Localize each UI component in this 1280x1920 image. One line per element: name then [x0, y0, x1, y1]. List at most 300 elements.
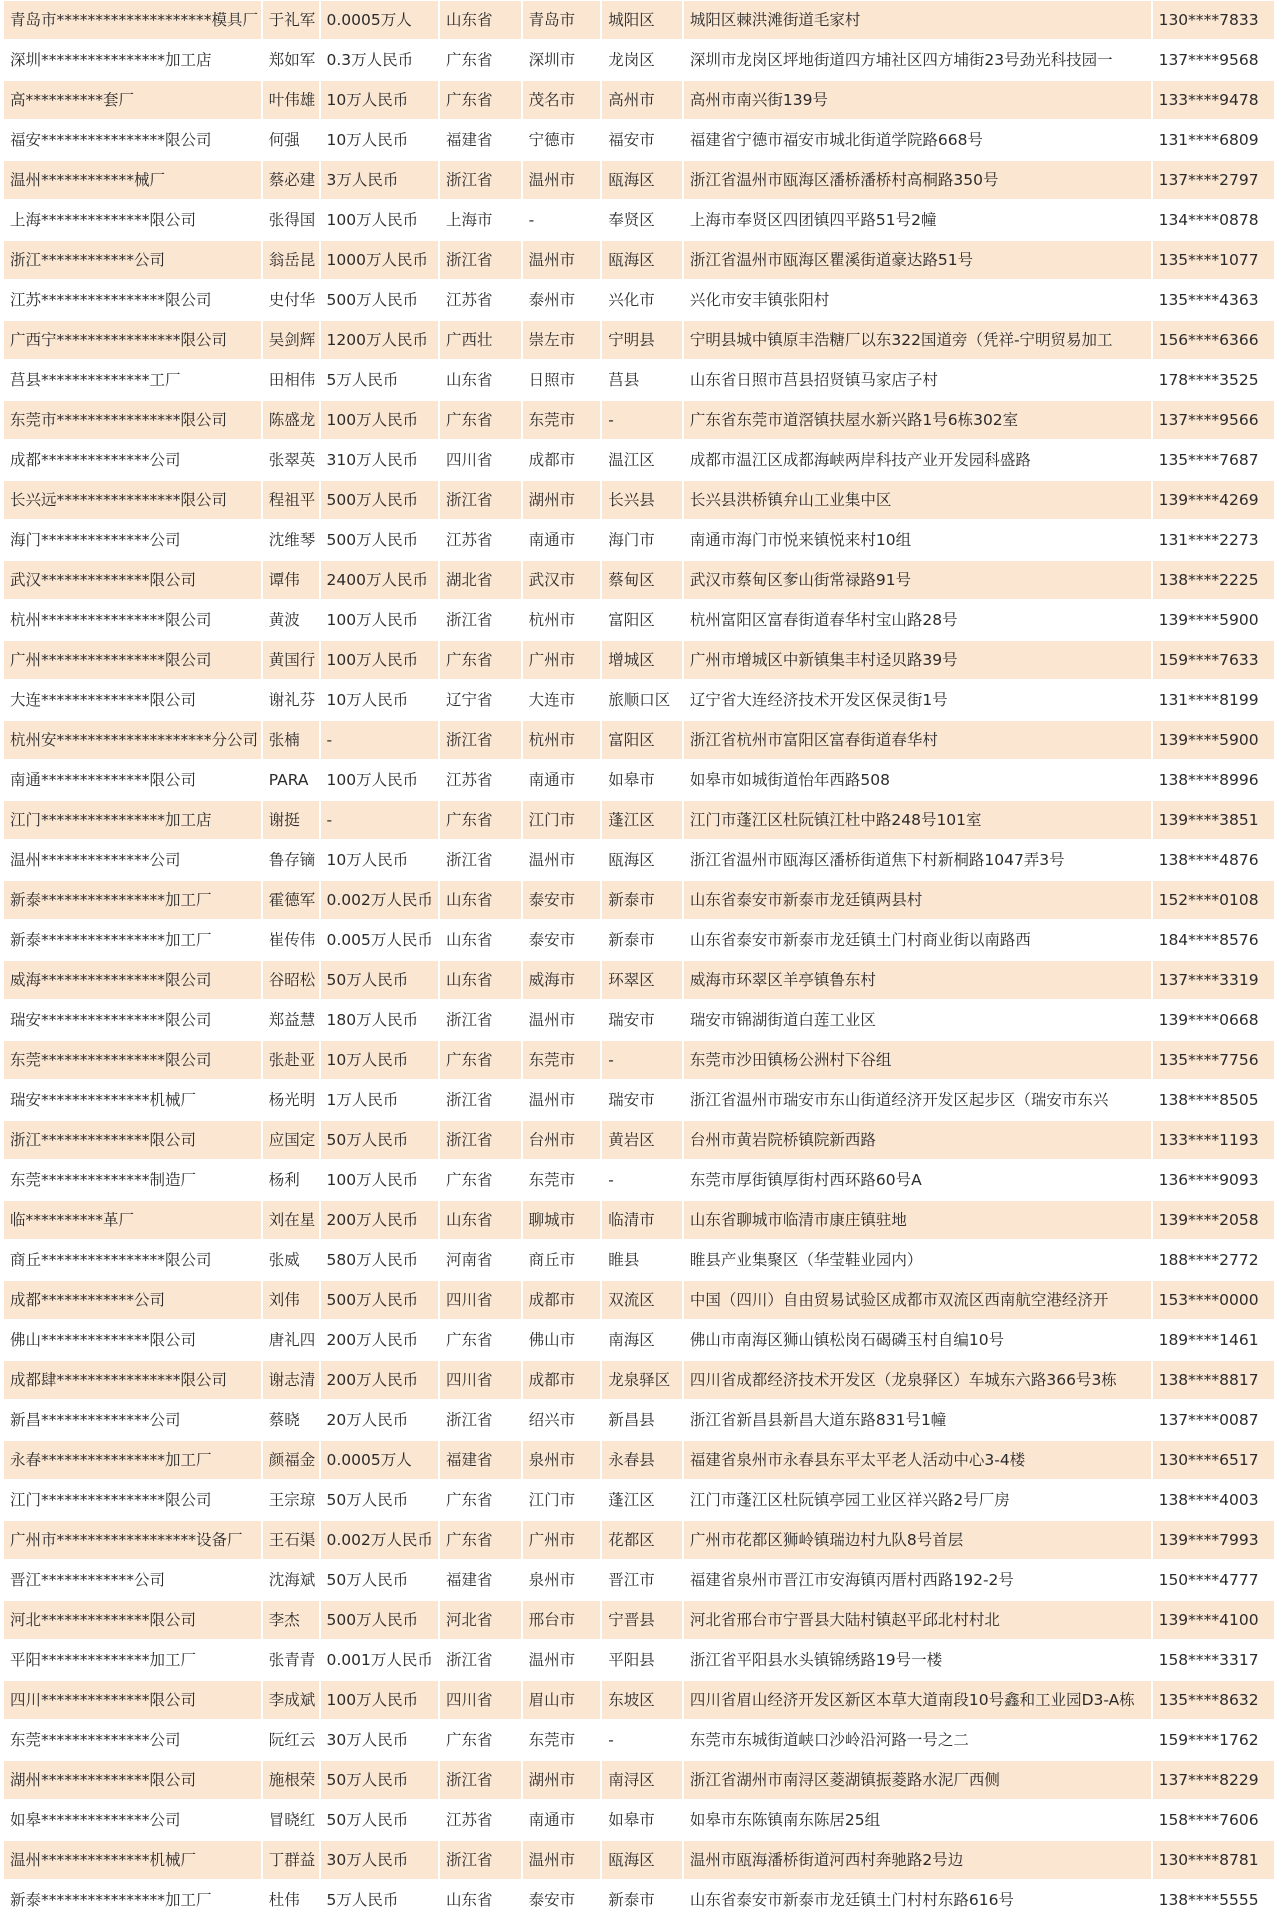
registered-capital-cell: 10万人民币: [321, 81, 438, 119]
registered-capital-cell: 500万人民币: [321, 521, 438, 559]
company-name-cell: 东莞市****************限公司: [4, 401, 261, 439]
table-row: [4, 1760, 1274, 1800]
table-row: [4, 520, 1274, 560]
address-cell: 中国（四川）自由贸易试验区成都市双流区西南航空港经济开: [684, 1281, 1151, 1319]
phone-cell: 138****8817: [1153, 1361, 1274, 1399]
district-cell: 瑞安市: [602, 1081, 682, 1119]
province-cell: 浙江省: [440, 1841, 521, 1879]
registered-capital-cell: 100万人民币: [321, 601, 438, 639]
company-name-cell: 晋江************公司: [4, 1561, 261, 1599]
company-name-cell: 成都肆****************限公司: [4, 1361, 261, 1399]
city-cell: 商丘市: [523, 1241, 601, 1279]
province-cell: 山东省: [440, 361, 521, 399]
phone-cell: 131****2273: [1153, 521, 1274, 559]
province-cell: 山东省: [440, 921, 521, 959]
registered-capital-cell: 100万人民币: [321, 201, 438, 239]
company-name-cell: 南通**************限公司: [4, 761, 261, 799]
province-cell: 广东省: [440, 1321, 521, 1359]
registered-capital-cell: 0.002万人民币: [321, 881, 438, 919]
district-cell: 环翠区: [602, 961, 682, 999]
city-cell: 成都市: [523, 441, 601, 479]
phone-cell: 135****7687: [1153, 441, 1274, 479]
company-name-cell: 永春****************加工厂: [4, 1441, 261, 1479]
address-cell: 浙江省新昌县新昌大道东路831号1幢: [684, 1401, 1151, 1439]
legal-person-cell: 颜福金: [263, 1441, 319, 1479]
company-name-cell: 广西宁****************限公司: [4, 321, 261, 359]
legal-person-cell: 李杰: [263, 1601, 319, 1639]
company-name-cell: 湖州**************限公司: [4, 1761, 261, 1799]
table-row: [4, 1680, 1274, 1720]
registered-capital-cell: 500万人民币: [321, 1601, 438, 1639]
address-cell: 南通市海门市悦来镇悦来村10组: [684, 521, 1151, 559]
address-cell: 山东省泰安市新泰市龙廷镇土门村村东路616号: [684, 1881, 1151, 1919]
district-cell: 新昌县: [602, 1401, 682, 1439]
city-cell: 聊城市: [523, 1201, 601, 1239]
city-cell: 温州市: [523, 161, 601, 199]
table-row: [4, 40, 1274, 80]
address-cell: 江门市蓬江区杜阮镇亭园工业区祥兴路2号厂房: [684, 1481, 1151, 1519]
company-name-cell: 江门****************加工店: [4, 801, 261, 839]
table-row: [4, 0, 1274, 40]
legal-person-cell: 唐礼四: [263, 1321, 319, 1359]
table-row: [4, 280, 1274, 320]
legal-person-cell: 杨光明: [263, 1081, 319, 1119]
table-row: [4, 120, 1274, 160]
table-row: [4, 920, 1274, 960]
city-cell: 江门市: [523, 1481, 601, 1519]
registered-capital-cell: 50万人民币: [321, 961, 438, 999]
address-cell: 辽宁省大连经济技术开发区保灵街1号: [684, 681, 1151, 719]
company-name-cell: 大连**************限公司: [4, 681, 261, 719]
table-row: [4, 720, 1274, 760]
province-cell: 江苏省: [440, 1801, 521, 1839]
table-row: [4, 1600, 1274, 1640]
legal-person-cell: 翁岳昆: [263, 241, 319, 279]
registered-capital-cell: 0.3万人民币: [321, 41, 438, 79]
address-cell: 长兴县洪桥镇弁山工业集中区: [684, 481, 1151, 519]
district-cell: 长兴县: [602, 481, 682, 519]
phone-cell: 138****8505: [1153, 1081, 1274, 1119]
phone-cell: 138****2225: [1153, 561, 1274, 599]
district-cell: 如皋市: [602, 761, 682, 799]
address-cell: 广东省东莞市道滘镇扶屋水新兴路1号6栋302室: [684, 401, 1151, 439]
province-cell: 广东省: [440, 801, 521, 839]
district-cell: 蓬江区: [602, 801, 682, 839]
district-cell: 富阳区: [602, 601, 682, 639]
registered-capital-cell: 100万人民币: [321, 1681, 438, 1719]
province-cell: 广东省: [440, 81, 521, 119]
company-name-cell: 杭州****************限公司: [4, 601, 261, 639]
company-name-cell: 广州****************限公司: [4, 641, 261, 679]
address-cell: 瑞安市锦湖街道白莲工业区: [684, 1001, 1151, 1039]
city-cell: 泰州市: [523, 281, 601, 319]
phone-cell: 138****4003: [1153, 1481, 1274, 1519]
city-cell: 泰安市: [523, 921, 601, 959]
address-cell: 城阳区棘洪滩街道毛家村: [684, 1, 1151, 39]
district-cell: 瑞安市: [602, 1001, 682, 1039]
city-cell: 台州市: [523, 1121, 601, 1159]
city-cell: 深圳市: [523, 41, 601, 79]
district-cell: 瓯海区: [602, 841, 682, 879]
province-cell: 福建省: [440, 121, 521, 159]
company-name-cell: 武汉**************限公司: [4, 561, 261, 599]
company-name-cell: 河北**************限公司: [4, 1601, 261, 1639]
district-cell: -: [602, 1721, 682, 1759]
registered-capital-cell: 1万人民币: [321, 1081, 438, 1119]
province-cell: 上海市: [440, 201, 521, 239]
address-cell: 杭州富阳区富春街道春华村宝山路28号: [684, 601, 1151, 639]
city-cell: 东莞市: [523, 1721, 601, 1759]
table-row: [4, 80, 1274, 120]
address-cell: 武汉市蔡甸区奓山街常禄路91号: [684, 561, 1151, 599]
phone-cell: 139****0668: [1153, 1001, 1274, 1039]
province-cell: 浙江省: [440, 1121, 521, 1159]
address-cell: 浙江省温州市瓯海区潘桥街道焦下村新桐路1047弄3号: [684, 841, 1151, 879]
address-cell: 东莞市东城街道峡口沙岭沿河路一号之二: [684, 1721, 1151, 1759]
table-row: [4, 160, 1274, 200]
company-name-cell: 瑞安****************限公司: [4, 1001, 261, 1039]
province-cell: 广东省: [440, 1721, 521, 1759]
phone-cell: 135****4363: [1153, 281, 1274, 319]
address-cell: 福建省泉州市永春县东平太平老人活动中心3-4楼: [684, 1441, 1151, 1479]
district-cell: 龙泉驿区: [602, 1361, 682, 1399]
registered-capital-cell: 200万人民币: [321, 1361, 438, 1399]
legal-person-cell: 沈海斌: [263, 1561, 319, 1599]
city-cell: 成都市: [523, 1281, 601, 1319]
company-name-cell: 莒县**************工厂: [4, 361, 261, 399]
district-cell: 瓯海区: [602, 161, 682, 199]
city-cell: 佛山市: [523, 1321, 601, 1359]
company-name-cell: 成都************公司: [4, 1281, 261, 1319]
province-cell: 浙江省: [440, 1401, 521, 1439]
province-cell: 广西壮: [440, 321, 521, 359]
address-cell: 浙江省湖州市南浔区菱湖镇振菱路水泥厂西侧: [684, 1761, 1151, 1799]
city-cell: 威海市: [523, 961, 601, 999]
registered-capital-cell: 200万人民币: [321, 1321, 438, 1359]
province-cell: 河南省: [440, 1241, 521, 1279]
city-cell: 温州市: [523, 1641, 601, 1679]
table-row: [4, 400, 1274, 440]
address-cell: 睢县产业集聚区（华莹鞋业园内）: [684, 1241, 1151, 1279]
city-cell: 温州市: [523, 841, 601, 879]
province-cell: 浙江省: [440, 1081, 521, 1119]
district-cell: 花都区: [602, 1521, 682, 1559]
city-cell: 绍兴市: [523, 1401, 601, 1439]
district-cell: 福安市: [602, 121, 682, 159]
phone-cell: 138****8996: [1153, 761, 1274, 799]
table-row: [4, 1400, 1274, 1440]
legal-person-cell: 史付华: [263, 281, 319, 319]
district-cell: 奉贤区: [602, 201, 682, 239]
city-cell: 南通市: [523, 1801, 601, 1839]
district-cell: 龙岗区: [602, 41, 682, 79]
phone-cell: 138****5555: [1153, 1881, 1274, 1919]
legal-person-cell: 王石渠: [263, 1521, 319, 1559]
table-row: [4, 880, 1274, 920]
district-cell: 蔡甸区: [602, 561, 682, 599]
legal-person-cell: 谭伟: [263, 561, 319, 599]
district-cell: 新泰市: [602, 881, 682, 919]
phone-cell: 152****0108: [1153, 881, 1274, 919]
registered-capital-cell: 0.005万人民币: [321, 921, 438, 959]
address-cell: 成都市温江区成都海峡两岸科技产业开发园科盛路: [684, 441, 1151, 479]
province-cell: 江苏省: [440, 521, 521, 559]
province-cell: 广东省: [440, 1481, 521, 1519]
company-name-cell: 长兴远****************限公司: [4, 481, 261, 519]
legal-person-cell: 蔡晓: [263, 1401, 319, 1439]
registered-capital-cell: -: [321, 801, 438, 839]
legal-person-cell: 张威: [263, 1241, 319, 1279]
table-row: [4, 320, 1274, 360]
legal-person-cell: 于礼军: [263, 1, 319, 39]
phone-cell: 139****3851: [1153, 801, 1274, 839]
table-row: [4, 1800, 1274, 1840]
legal-person-cell: 沈维琴: [263, 521, 319, 559]
city-cell: 大连市: [523, 681, 601, 719]
table-row: [4, 1120, 1274, 1160]
address-cell: 温州市瓯海潘桥街道河西村奔驰路2号边: [684, 1841, 1151, 1879]
registered-capital-cell: 500万人民币: [321, 281, 438, 319]
registered-capital-cell: 100万人民币: [321, 641, 438, 679]
city-cell: 日照市: [523, 361, 601, 399]
registered-capital-cell: 5万人民币: [321, 361, 438, 399]
registered-capital-cell: 50万人民币: [321, 1801, 438, 1839]
company-name-cell: 浙江**************限公司: [4, 1121, 261, 1159]
city-cell: 邢台市: [523, 1601, 601, 1639]
registered-capital-cell: 0.0005万人: [321, 1, 438, 39]
address-cell: 广州市增城区中新镇集丰村迳贝路39号: [684, 641, 1151, 679]
phone-cell: 139****2058: [1153, 1201, 1274, 1239]
registered-capital-cell: 100万人民币: [321, 401, 438, 439]
table-row: [4, 960, 1274, 1000]
legal-person-cell: 李成斌: [263, 1681, 319, 1719]
city-cell: 湖州市: [523, 1761, 601, 1799]
legal-person-cell: 张得国: [263, 201, 319, 239]
company-name-cell: 东莞****************限公司: [4, 1041, 261, 1079]
address-cell: 浙江省温州市瓯海区瞿溪街道豪达路51号: [684, 241, 1151, 279]
legal-person-cell: 阮红云: [263, 1721, 319, 1759]
table-row: [4, 1440, 1274, 1480]
company-name-cell: 浙江************公司: [4, 241, 261, 279]
registered-capital-cell: 50万人民币: [321, 1481, 438, 1519]
address-cell: 福建省宁德市福安市城北街道学院路668号: [684, 121, 1151, 159]
phone-cell: 178****3525: [1153, 361, 1274, 399]
district-cell: 南海区: [602, 1321, 682, 1359]
city-cell: 宁德市: [523, 121, 601, 159]
registered-capital-cell: 0.002万人民币: [321, 1521, 438, 1559]
phone-cell: 137****8229: [1153, 1761, 1274, 1799]
province-cell: 江苏省: [440, 281, 521, 319]
district-cell: 黄岩区: [602, 1121, 682, 1159]
registered-capital-cell: 30万人民币: [321, 1841, 438, 1879]
table-row: [4, 1560, 1274, 1600]
table-row: [4, 240, 1274, 280]
phone-cell: 139****5900: [1153, 601, 1274, 639]
address-cell: 福建省泉州市晋江市安海镇丙厝村西路192-2号: [684, 1561, 1151, 1599]
province-cell: 浙江省: [440, 721, 521, 759]
company-name-cell: 广州市******************设备厂: [4, 1521, 261, 1559]
company-name-cell: 临**********革厂: [4, 1201, 261, 1239]
district-cell: 增城区: [602, 641, 682, 679]
phone-cell: 150****4777: [1153, 1561, 1274, 1599]
address-cell: 如皋市东陈镇南东陈居25组: [684, 1801, 1151, 1839]
province-cell: 浙江省: [440, 241, 521, 279]
registered-capital-cell: 500万人民币: [321, 1281, 438, 1319]
registered-capital-cell: 10万人民币: [321, 681, 438, 719]
district-cell: 平阳县: [602, 1641, 682, 1679]
district-cell: 兴化市: [602, 281, 682, 319]
table-row: [4, 1880, 1274, 1920]
phone-cell: 156****6366: [1153, 321, 1274, 359]
district-cell: 瓯海区: [602, 241, 682, 279]
city-cell: 成都市: [523, 1361, 601, 1399]
company-name-cell: 东莞**************公司: [4, 1721, 261, 1759]
city-cell: 南通市: [523, 761, 601, 799]
city-cell: 眉山市: [523, 1681, 601, 1719]
phone-cell: 139****7993: [1153, 1521, 1274, 1559]
table-row: [4, 640, 1274, 680]
city-cell: 湖州市: [523, 481, 601, 519]
address-cell: 上海市奉贤区四团镇四平路51号2幢: [684, 201, 1151, 239]
phone-cell: 138****4876: [1153, 841, 1274, 879]
district-cell: 南浔区: [602, 1761, 682, 1799]
province-cell: 广东省: [440, 401, 521, 439]
city-cell: 东莞市: [523, 1041, 601, 1079]
phone-cell: 188****2772: [1153, 1241, 1274, 1279]
table-row: [4, 1720, 1274, 1760]
city-cell: 温州市: [523, 1841, 601, 1879]
district-cell: -: [602, 1161, 682, 1199]
address-cell: 威海市环翠区羊亭镇鲁东村: [684, 961, 1151, 999]
address-cell: 河北省邢台市宁晋县大陆村镇赵平邱北村村北: [684, 1601, 1151, 1639]
legal-person-cell: 蔡必建: [263, 161, 319, 199]
city-cell: 东莞市: [523, 1161, 601, 1199]
table-row: [4, 1200, 1274, 1240]
legal-person-cell: 谢志清: [263, 1361, 319, 1399]
province-cell: 浙江省: [440, 161, 521, 199]
phone-cell: 158****7606: [1153, 1801, 1274, 1839]
legal-person-cell: 崔传伟: [263, 921, 319, 959]
table-row: [4, 480, 1274, 520]
table-row: [4, 1040, 1274, 1080]
table-row: [4, 1240, 1274, 1280]
district-cell: 高州市: [602, 81, 682, 119]
phone-cell: 137****9568: [1153, 41, 1274, 79]
company-name-cell: 温州**************公司: [4, 841, 261, 879]
address-cell: 东莞市厚街镇厚街村西环路60号A: [684, 1161, 1151, 1199]
legal-person-cell: 王宗琼: [263, 1481, 319, 1519]
phone-cell: 131****8199: [1153, 681, 1274, 719]
district-cell: 东坡区: [602, 1681, 682, 1719]
phone-cell: 135****1077: [1153, 241, 1274, 279]
company-name-cell: 深圳****************加工店: [4, 41, 261, 79]
company-name-cell: 四川**************限公司: [4, 1681, 261, 1719]
city-cell: 江门市: [523, 801, 601, 839]
address-cell: 浙江省温州市瓯海区潘桥潘桥村高桐路350号: [684, 161, 1151, 199]
district-cell: 富阳区: [602, 721, 682, 759]
legal-person-cell: PARA: [263, 761, 319, 799]
legal-person-cell: 霍德军: [263, 881, 319, 919]
city-cell: 东莞市: [523, 401, 601, 439]
table-row: [4, 800, 1274, 840]
legal-person-cell: 丁群益: [263, 1841, 319, 1879]
registered-capital-cell: 1000万人民币: [321, 241, 438, 279]
address-cell: 广州市花都区狮岭镇瑞边村九队8号首层: [684, 1521, 1151, 1559]
district-cell: 双流区: [602, 1281, 682, 1319]
province-cell: 浙江省: [440, 601, 521, 639]
legal-person-cell: 施根荣: [263, 1761, 319, 1799]
province-cell: 浙江省: [440, 1761, 521, 1799]
city-cell: 杭州市: [523, 601, 601, 639]
district-cell: 城阳区: [602, 1, 682, 39]
registered-capital-cell: 100万人民币: [321, 761, 438, 799]
company-name-cell: 新泰****************加工厂: [4, 1881, 261, 1919]
legal-person-cell: 吴剑辉: [263, 321, 319, 359]
district-cell: 晋江市: [602, 1561, 682, 1599]
phone-cell: 137****9566: [1153, 401, 1274, 439]
phone-cell: 139****5900: [1153, 721, 1274, 759]
address-cell: 高州市南兴街139号: [684, 81, 1151, 119]
legal-person-cell: 黄波: [263, 601, 319, 639]
province-cell: 辽宁省: [440, 681, 521, 719]
registered-capital-cell: 30万人民币: [321, 1721, 438, 1759]
city-cell: 武汉市: [523, 561, 601, 599]
company-name-cell: 江门****************限公司: [4, 1481, 261, 1519]
table-row: [4, 1640, 1274, 1680]
address-cell: 四川省成都经济技术开发区（龙泉驿区）车城东六路366号3栋: [684, 1361, 1151, 1399]
legal-person-cell: 鲁存镝: [263, 841, 319, 879]
address-cell: 深圳市龙岗区坪地街道四方埔社区四方埔街23号劲光科技园一: [684, 41, 1151, 79]
company-name-cell: 上海**************限公司: [4, 201, 261, 239]
district-cell: 新泰市: [602, 921, 682, 959]
legal-person-cell: 何强: [263, 121, 319, 159]
address-cell: 浙江省温州市瑞安市东山街道经济开发区起步区（瑞安市东兴: [684, 1081, 1151, 1119]
province-cell: 福建省: [440, 1441, 521, 1479]
city-cell: 崇左市: [523, 321, 601, 359]
company-name-cell: 成都**************公司: [4, 441, 261, 479]
province-cell: 山东省: [440, 1201, 521, 1239]
phone-cell: 189****1461: [1153, 1321, 1274, 1359]
registered-capital-cell: 1200万人民币: [321, 321, 438, 359]
province-cell: 广东省: [440, 1041, 521, 1079]
registered-capital-cell: 100万人民币: [321, 1161, 438, 1199]
table-row: [4, 760, 1274, 800]
province-cell: 山东省: [440, 961, 521, 999]
registered-capital-cell: 2400万人民币: [321, 561, 438, 599]
table-row: [4, 360, 1274, 400]
address-cell: 山东省聊城市临清市康庄镇驻地: [684, 1201, 1151, 1239]
district-cell: 临清市: [602, 1201, 682, 1239]
legal-person-cell: 陈盛龙: [263, 401, 319, 439]
legal-person-cell: 张青青: [263, 1641, 319, 1679]
legal-person-cell: 郑益慧: [263, 1001, 319, 1039]
phone-cell: 135****8632: [1153, 1681, 1274, 1719]
province-cell: 湖北省: [440, 561, 521, 599]
phone-cell: 139****4100: [1153, 1601, 1274, 1639]
registered-capital-cell: 50万人民币: [321, 1761, 438, 1799]
table-row: [4, 440, 1274, 480]
registered-capital-cell: 500万人民币: [321, 481, 438, 519]
legal-person-cell: 叶伟雄: [263, 81, 319, 119]
address-cell: 东莞市沙田镇杨公洲村下谷组: [684, 1041, 1151, 1079]
city-cell: 茂名市: [523, 81, 601, 119]
registered-capital-cell: 580万人民币: [321, 1241, 438, 1279]
province-cell: 山东省: [440, 1881, 521, 1919]
table-row: [4, 1160, 1274, 1200]
province-cell: 浙江省: [440, 1001, 521, 1039]
district-cell: 永春县: [602, 1441, 682, 1479]
district-cell: 宁晋县: [602, 1601, 682, 1639]
